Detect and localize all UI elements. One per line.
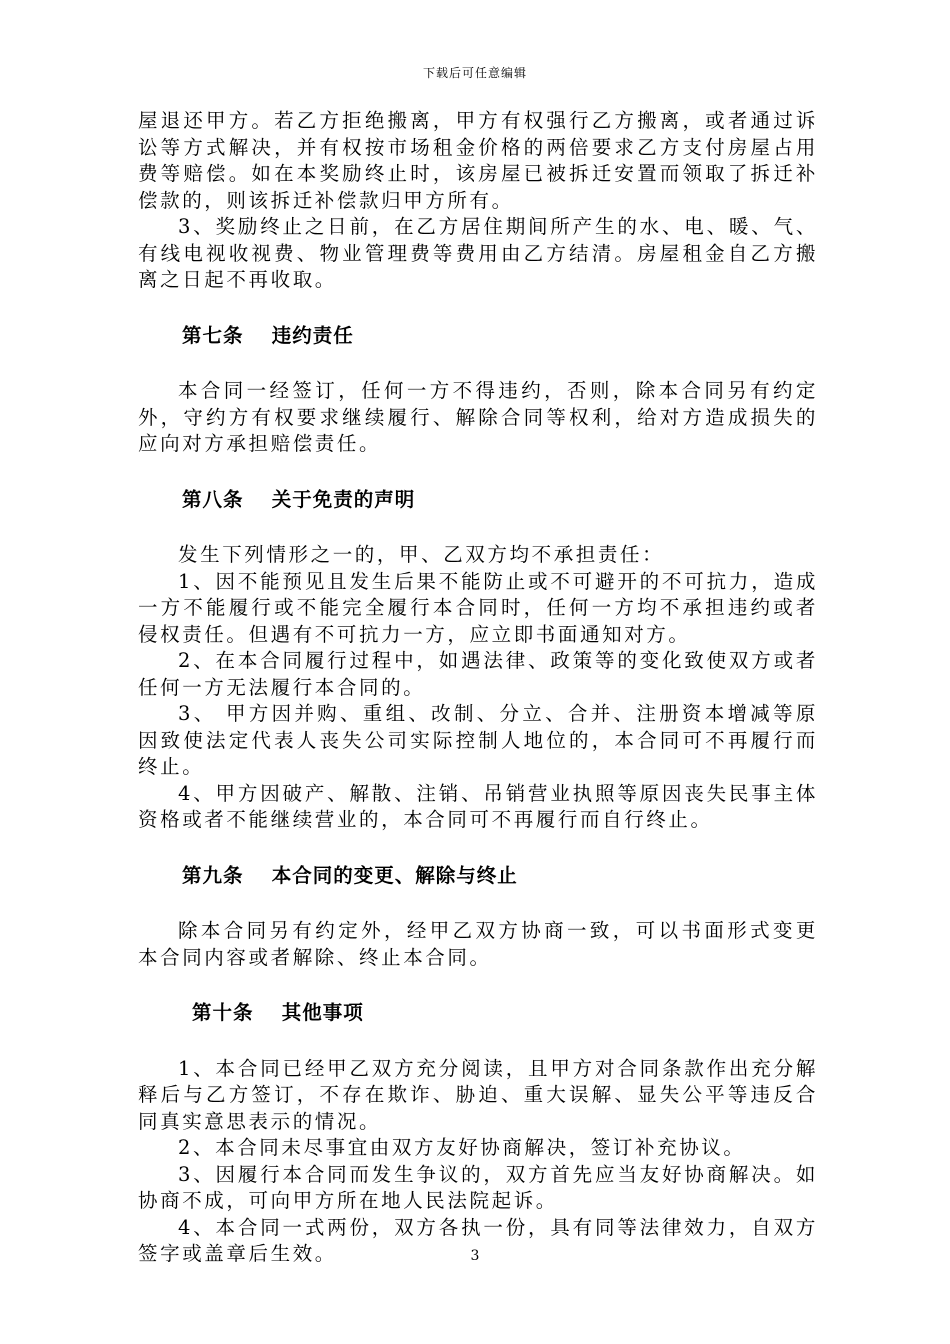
paragraph-other-3: 3、因履行本合同而发生争议的，双方首先应当友好协商解决。如协商不成，可向甲方所在地人民法院起诉。 [138,1162,818,1212]
paragraph-utilities-settlement: 3、奖励终止之日前，在乙方居住期间所产生的水、电、暖、气、有线电视收视费、物业管理费等费用由乙方结清。房屋租金自乙方搬离之日起不再收取。 [138,215,818,291]
heading-article-8: 第八条 关于免责的声明 [182,487,416,511]
paragraph-exemption-4: 4、甲方因破产、解散、注销、吊销营业执照等原因丧失民事主体资格或者不能继续营业的，本合同可不再履行而自行终止。 [138,781,818,831]
spacer [138,349,818,378]
spacer [138,513,818,542]
paragraph-exemption-intro: 发生下列情形之一的，甲、乙双方均不承担责任： [178,543,665,566]
paragraph-other-2: 2、本合同未尽事宜由双方友好协商解决，签订补充协议。 [178,1136,746,1159]
spacer [138,834,818,863]
page-number: 3 [470,1248,480,1264]
spacer [138,458,818,487]
paragraph-other-1: 1、本合同已经甲乙双方充分阅读，且甲方对合同条款作出充分解释后与乙方签订，不存在欺诈、胁迫、重大误解、显失公平等违反合同真实意思表示的情况。 [138,1056,818,1133]
paragraph-termination-continued: 屋退还甲方。若乙方拒绝搬离，甲方有权强行乙方搬离，或者通过诉讼等方式解决，并有权按市场租金价格的两倍要求乙方支付房屋占用费等赔偿。如在本奖励终止时，该房屋已被拆迁安置而领取了拆迁补偿款的，则该拆迁补偿款归甲方所有。 [138,109,818,212]
paragraph-amendment: 除本合同另有约定外，经甲乙双方协商一致，可以书面形式变更本合同内容或者解除、终止本合同。 [138,919,818,969]
spacer [138,1027,818,1056]
spacer [138,889,818,918]
spacer [138,971,818,1000]
paragraph-breach-liability: 本合同一经签订，任何一方不得违约，否则，除本合同另有约定外，守约方有权要求继续履行、解除合同等权利，给对方造成损失的应向对方承担赔偿责任。 [138,379,818,455]
heading-article-7: 第七条 违约责任 [182,323,354,347]
paragraph-exemption-1: 1、因不能预见且发生后果不能防止或不可避开的不可抗力，造成一方不能履行或不能完全履行本合同时，任何一方均不承担违约或者侵权责任。但遇有不可抗力一方，应立即书面通知对方。 [138,569,818,646]
paragraph-exemption-2: 2、在本合同履行过程中，如遇法律、政策等的变化致使双方或者任何一方无法履行本合同的。 [138,649,818,699]
heading-article-9: 第九条 本合同的变更、解除与终止 [182,863,518,887]
spacer [138,294,818,323]
document-header-note: 下载后可任意编辑 [422,66,527,80]
paragraph-exemption-3: 3、 甲方因并购、重组、改制、分立、合并、注册资本增减等原因致使法定代表人丧失公司实际控制人地位的，本合同可不再履行而终止。 [138,702,818,778]
paragraph-other-4: 4、本合同一式两份，双方各执一份，具有同等法律效力，自双方签字或盖章后生效。 [138,1215,818,1265]
heading-article-10: 第十条 其他事项 [192,1001,364,1024]
document-body [138,108,818,1268]
